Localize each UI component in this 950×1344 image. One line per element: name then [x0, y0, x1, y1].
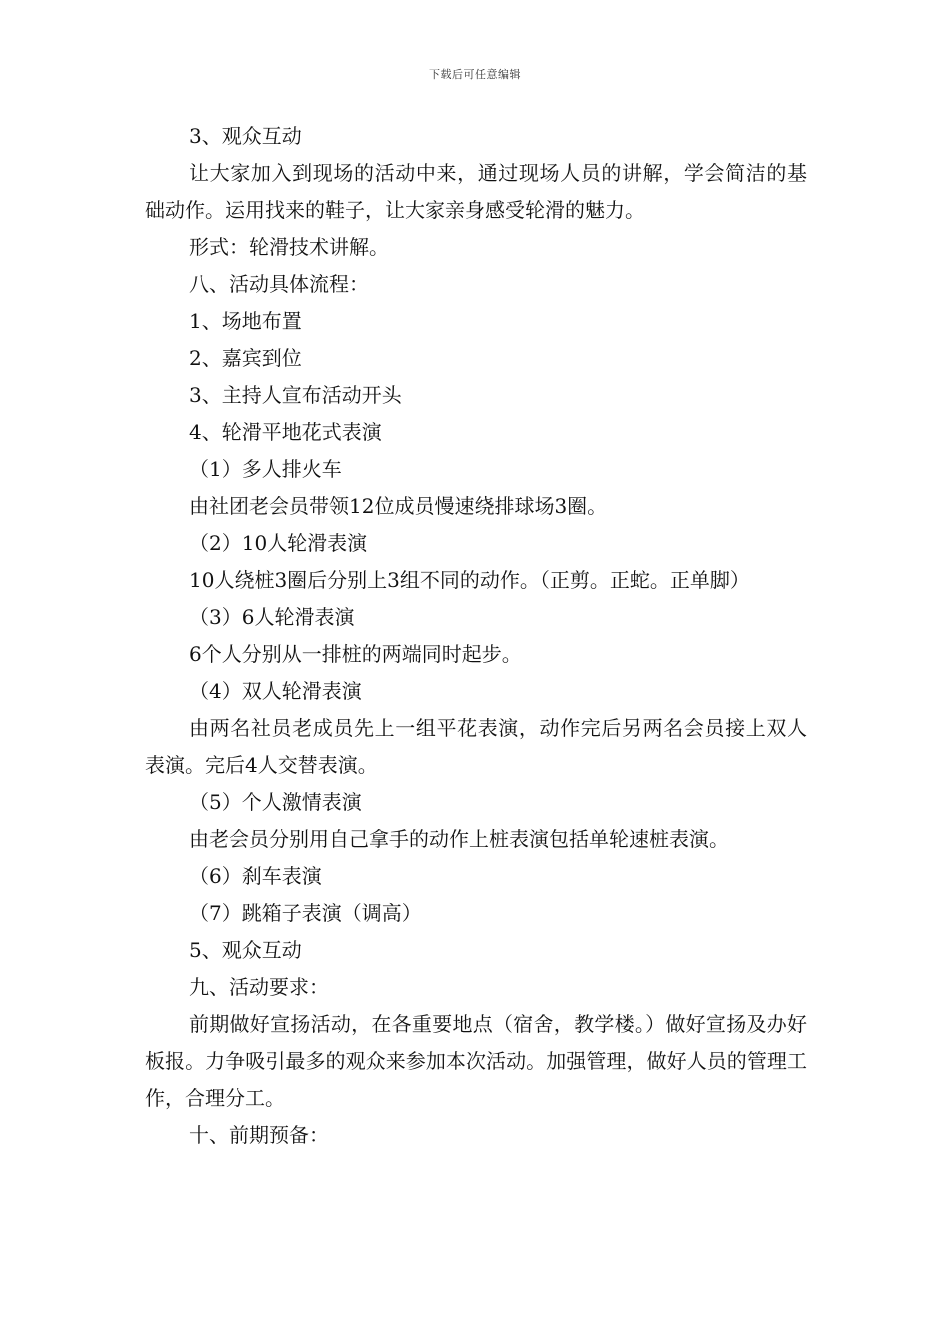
paragraph: （6）刹车表演 [189, 864, 322, 888]
paragraph: 由社团老会员带领12位成员慢速绕排球场3圈。 [189, 494, 608, 518]
paragraph: 6个人分别从一排桩的两端同时起步。 [189, 642, 522, 666]
paragraph: 4、轮滑平地花式表演 [189, 420, 382, 444]
document-body [145, 118, 807, 1154]
paragraph: 1、场地布置 [189, 309, 302, 333]
paragraph: 3、观众互动 [189, 124, 302, 148]
paragraph: （4）双人轮滑表演 [189, 679, 362, 703]
paragraph: （3）6人轮滑表演 [189, 605, 355, 629]
paragraph: 由老会员分别用自己拿手的动作上桩表演包括单轮速桩表演。 [189, 827, 729, 851]
paragraph: 3、主持人宣布活动开头 [189, 383, 402, 407]
paragraph: 2、嘉宾到位 [189, 346, 302, 370]
page-header: 下载后可任意编辑 [429, 68, 521, 81]
paragraph: 5、观众互动 [189, 938, 302, 962]
paragraph: 让大家加入到现场的活动中来，通过现场人员的讲解，学会简洁的基础动作。运用找来的鞋子，让大家亲身感受轮滑的魅力。 [145, 161, 807, 222]
paragraph: 形式：轮滑技术讲解。 [189, 235, 389, 259]
section-heading: 十、前期预备： [189, 1123, 329, 1147]
paragraph: （1）多人排火车 [189, 457, 342, 481]
paragraph: 由两名社员老成员先上一组平花表演，动作完后另两名会员接上双人表演。完后4人交替表演。 [145, 716, 807, 777]
paragraph: 前期做好宣扬活动，在各重要地点（宿舍，教学楼。）做好宣扬及办好板报。力争吸引最多的观众来参加本次活动。加强管理，做好人员的管理工作，合理分工。 [145, 1012, 807, 1110]
paragraph: （7）跳箱子表演（调高） [189, 901, 422, 925]
paragraph: 10人绕桩3圈后分别上3组不同的动作。（正剪。正蛇。正单脚） [189, 568, 750, 592]
paragraph: （5）个人激情表演 [189, 790, 362, 814]
section-heading: 九、活动要求： [189, 975, 329, 999]
paragraph: （2）10人轮滑表演 [189, 531, 368, 555]
section-heading: 八、活动具体流程： [189, 272, 369, 296]
